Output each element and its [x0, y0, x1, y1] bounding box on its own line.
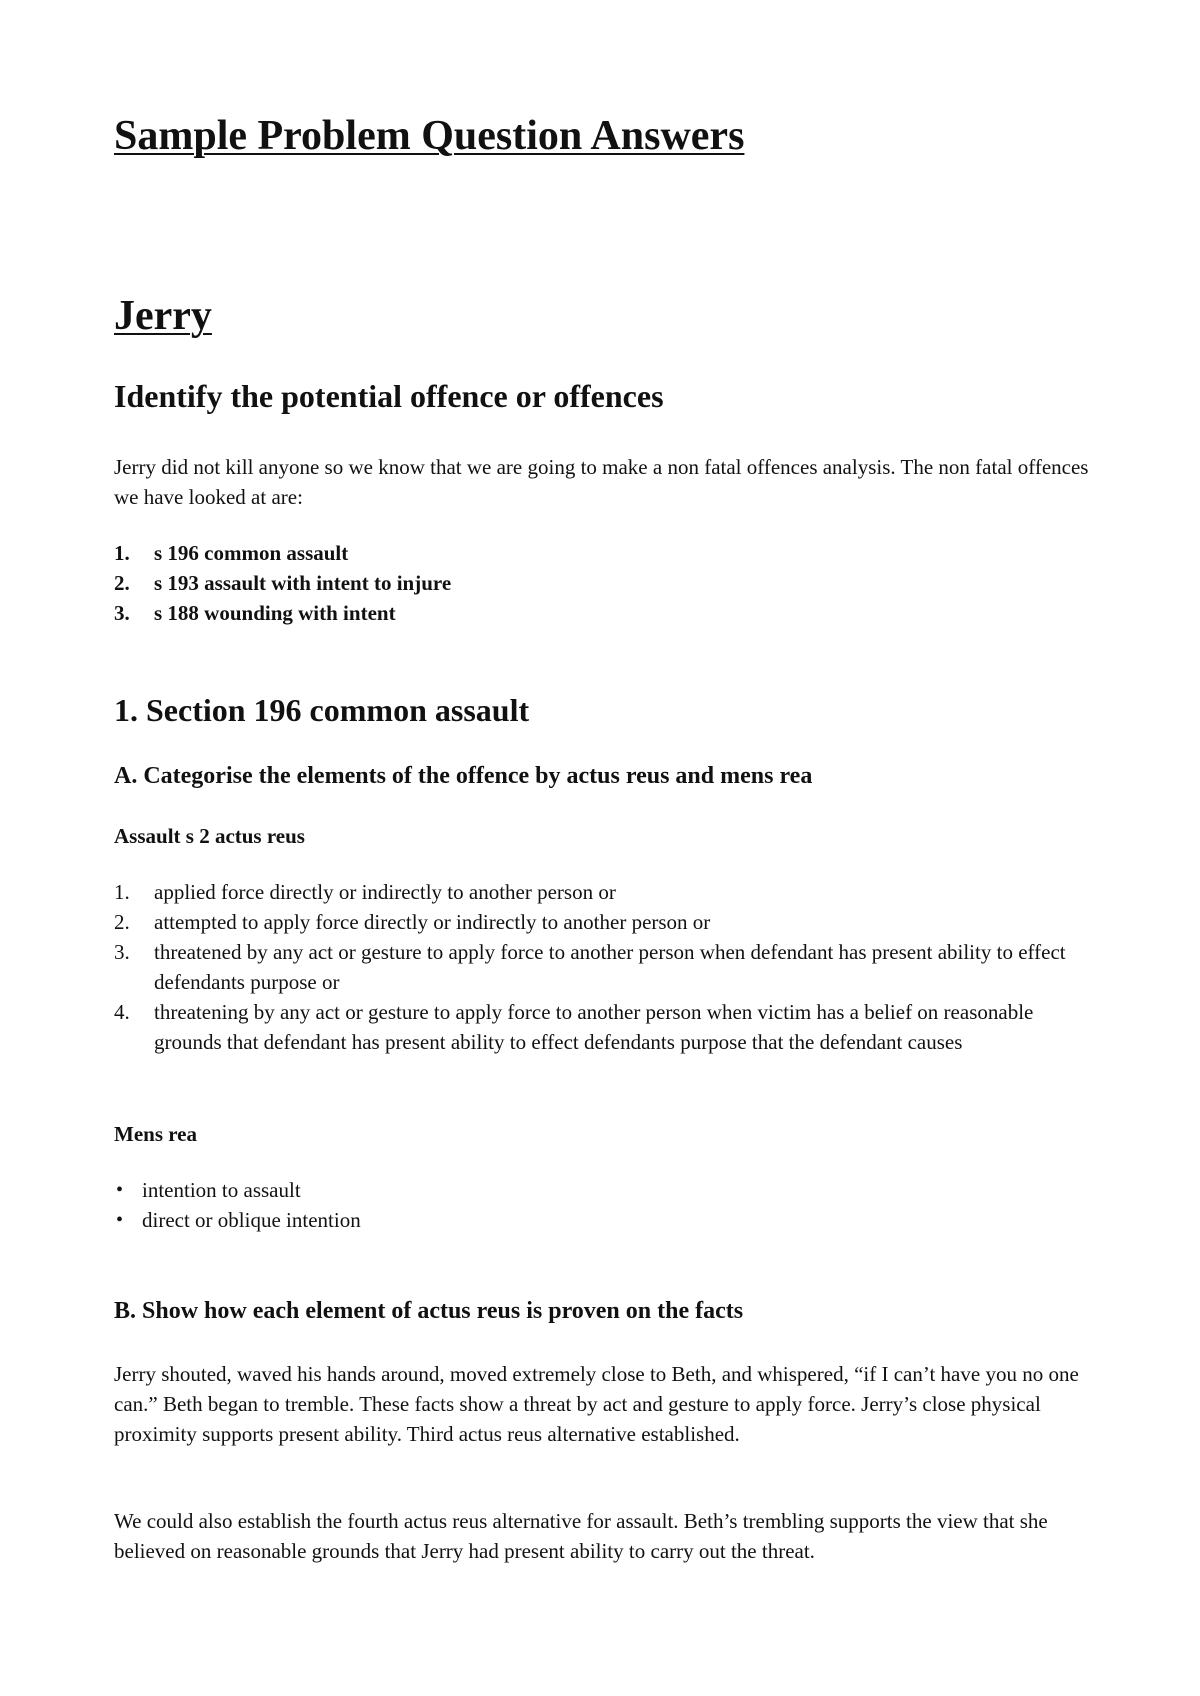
- partB-paragraph-1: Jerry shouted, waved his hands around, moved extremely close to Beth, and whispered, “if I can’t have you no one can.” Beth began to tremble. These facts show a threat by act and gesture to apply force. Jerry’s close physical proximity supports present ability. Third actus reus alternative established.: [114, 1362, 1079, 1446]
- list-item: 4. threatening by any act or gesture to apply force to another person when victim has a belief on reasonable grounds that defendant has present ability to effect defendants purpose that the defendant causes: [114, 1000, 1034, 1054]
- identify-heading: Identify the potential offence or offences: [114, 378, 664, 414]
- person-heading: Jerry: [114, 293, 212, 339]
- list-item: • intention to assault: [116, 1178, 301, 1202]
- list-item: 1. applied force directly or indirectly to another person or: [114, 880, 616, 904]
- list-item: 3. s 188 wounding with intent: [114, 601, 396, 625]
- list-item: 1. s 196 common assault: [114, 541, 349, 565]
- list-item: 2. attempted to apply force directly or indirectly to another person or: [114, 910, 711, 934]
- partB-heading: B. Show how each element of actus reus is proven on the facts: [114, 1298, 744, 1324]
- actus-reus-list: [114, 877, 1089, 1057]
- list-item: 2. s 193 assault with intent to injure: [114, 571, 452, 595]
- document-title: Sample Problem Question Answers: [114, 113, 745, 159]
- section1-heading: 1. Section 196 common assault: [114, 692, 530, 728]
- offences-list: [114, 538, 1089, 628]
- mens-rea-heading: Mens rea: [114, 1122, 198, 1146]
- identify-intro: Jerry did not kill anyone so we know that we are going to make a non fatal offences analysis. The non fatal offences we have looked at are:: [114, 455, 1089, 509]
- list-item: • direct or oblique intention: [116, 1208, 361, 1232]
- list-item: 3. threatened by any act or gesture to apply force to another person when defendant has present ability to effect defendants purpose or: [114, 940, 1066, 994]
- partB-paragraph-2: We could also establish the fourth actus reus alternative for assault. Beth’s trembling supports the view that she believed on reasonable grounds that Jerry had present ability to carry out the threat.: [114, 1509, 1048, 1563]
- mens-rea-list: [114, 1175, 1089, 1235]
- partA-heading: A. Categorise the elements of the offence by actus reus and mens rea: [114, 763, 813, 789]
- actus-reus-heading: Assault s 2 actus reus: [114, 824, 305, 848]
